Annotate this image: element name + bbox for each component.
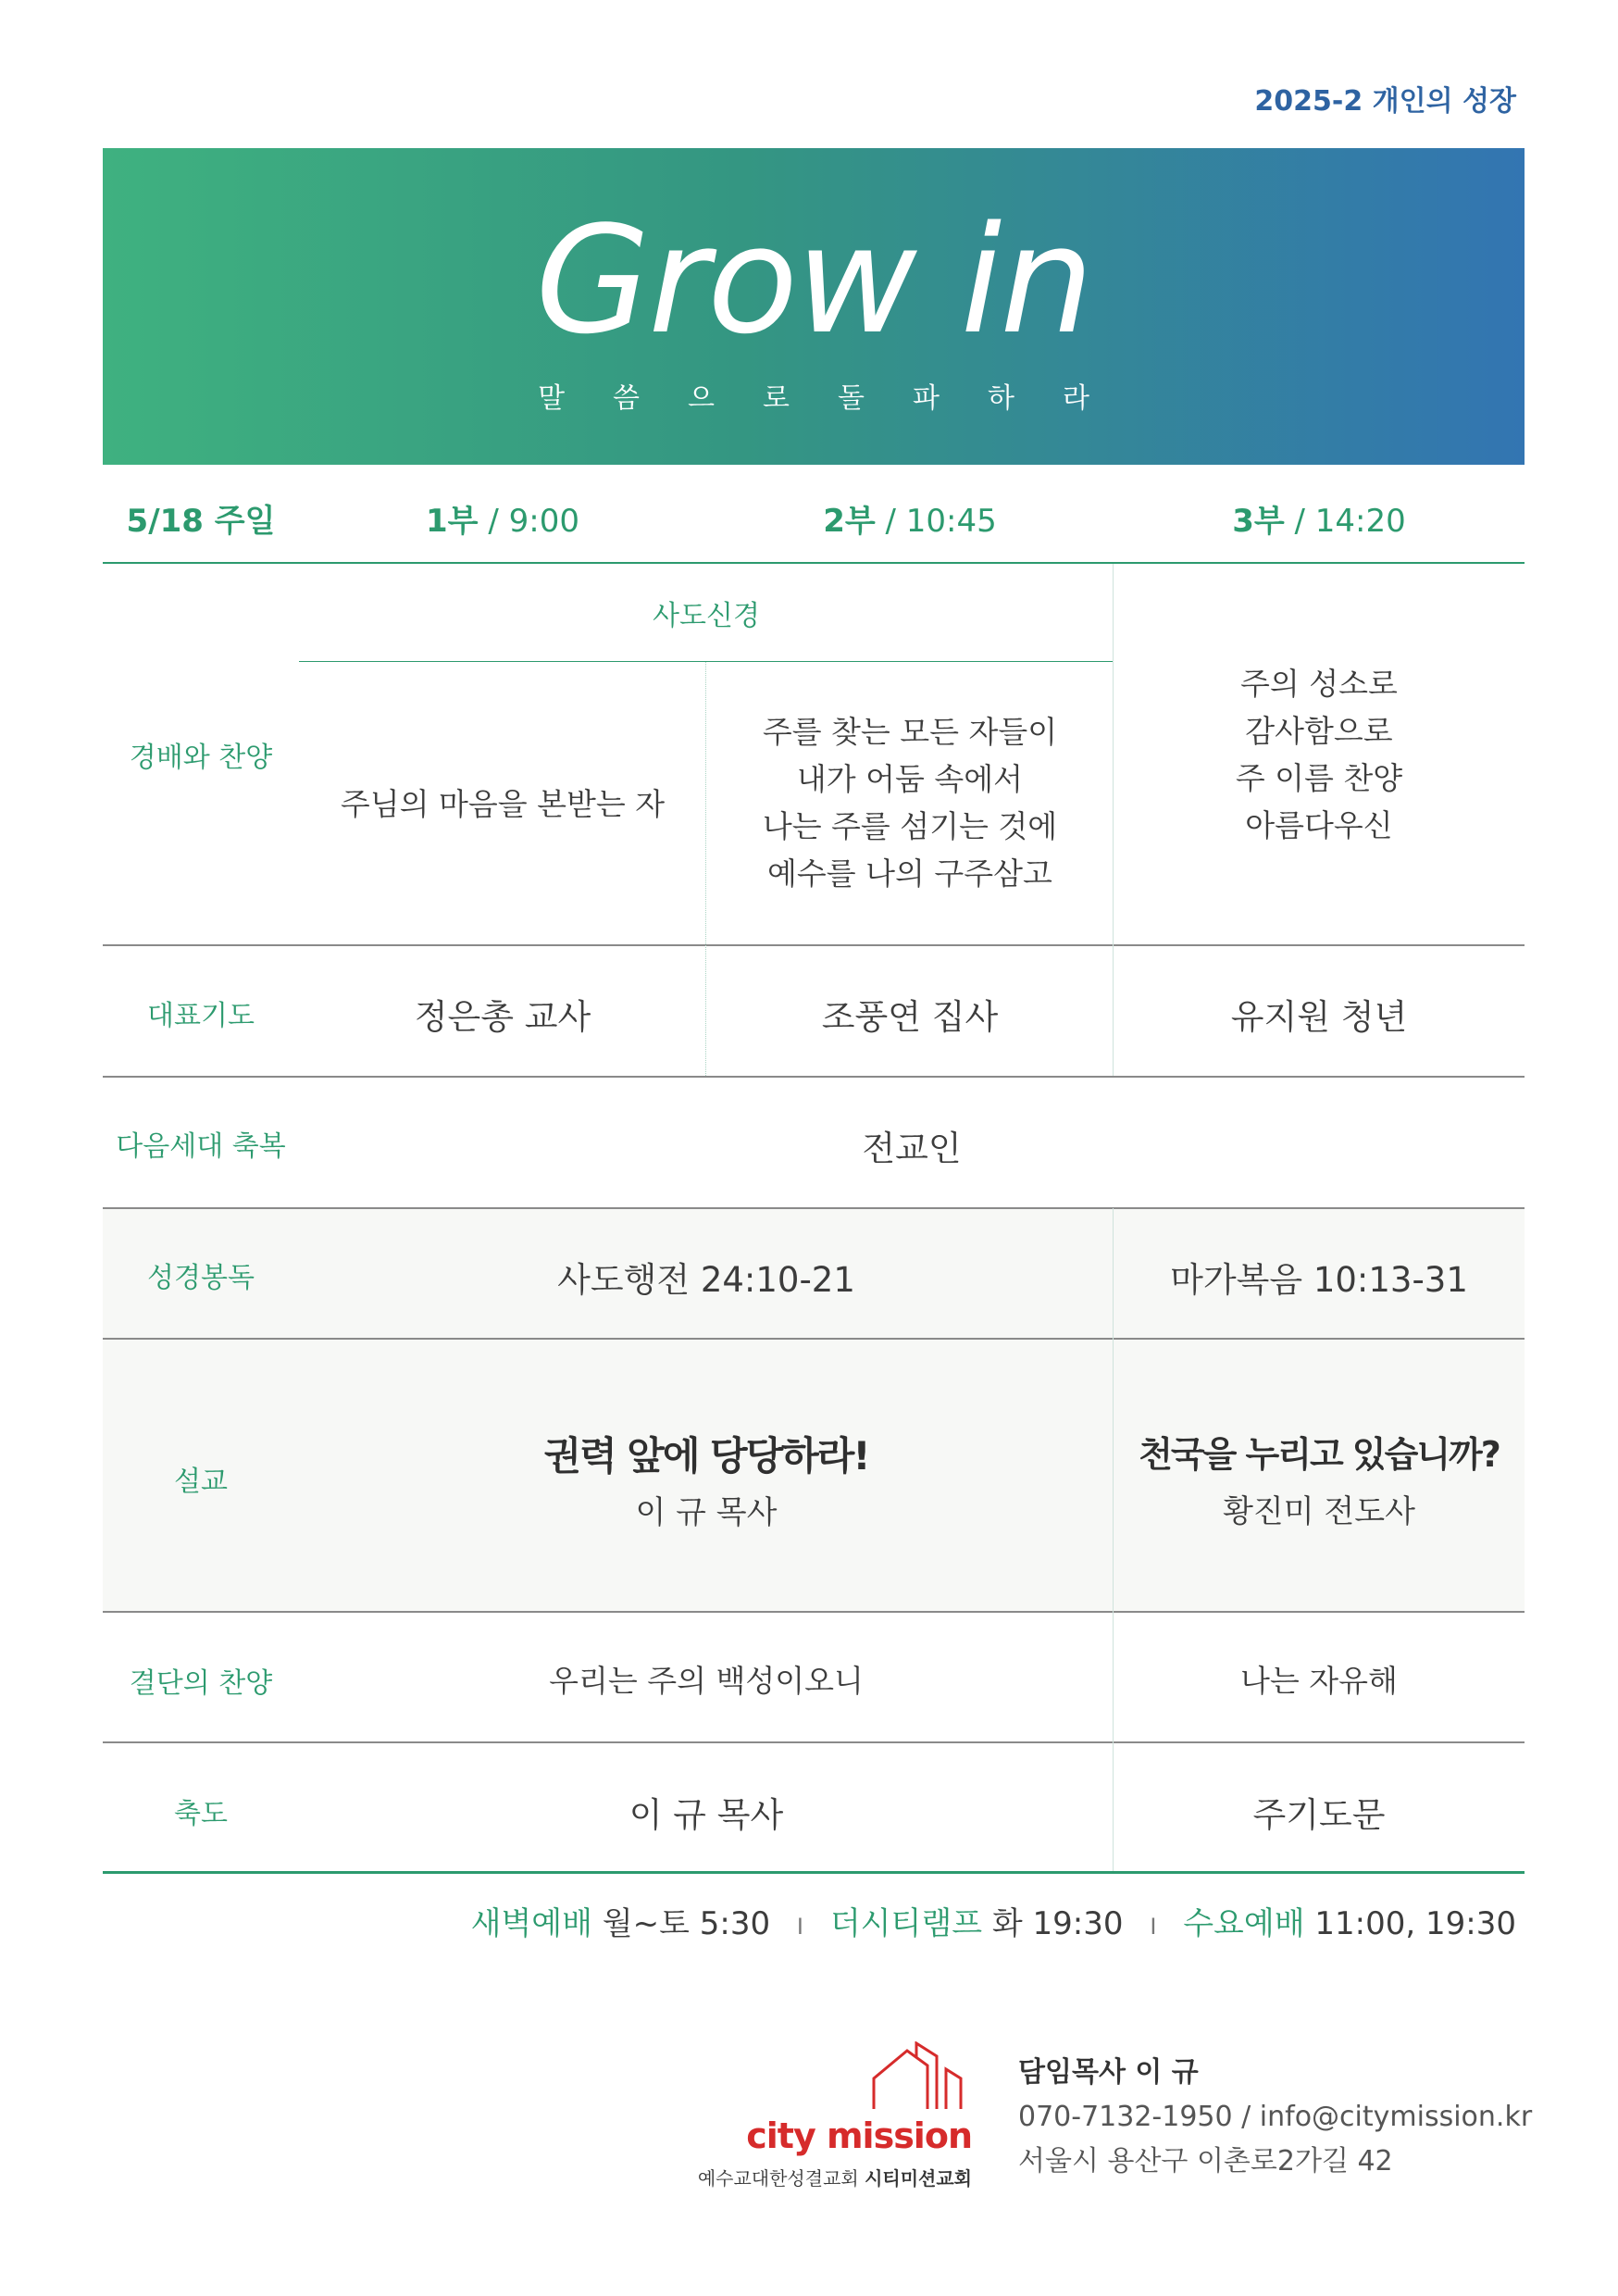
song: 주를 찾는 모든 자들이	[762, 714, 1058, 750]
sermon-title: 권력 앞에 당당하라!	[543, 1433, 869, 1479]
service-1-header: 1부 / 9:00	[426, 503, 579, 540]
prayer-1: 정은총 교사	[414, 997, 591, 1037]
divider	[103, 1611, 1525, 1613]
series-label: 2025-2 개인의 성장	[1254, 85, 1516, 118]
brand-name: city mission	[746, 2115, 972, 2156]
banner-subtitle: 말씀으로돌파하라	[538, 382, 1138, 415]
benediction-1-2: 이 규 목사	[629, 1795, 784, 1835]
label-response: 결단의 찬양	[129, 1667, 273, 1700]
response-3: 나는 자유해	[1240, 1663, 1398, 1699]
worship-songs-2	[706, 708, 1114, 897]
divider	[103, 1338, 1525, 1340]
divider	[103, 1871, 1525, 1874]
sermon-1-2	[299, 1426, 1114, 1532]
response-1-2: 우리는 주의 백성이오니	[549, 1663, 864, 1699]
sermon-preacher: 이 규 목사	[635, 1494, 778, 1531]
sermon-preacher: 황진미 전도사	[1223, 1493, 1415, 1530]
song: 나는 주를 섬기는 것에	[762, 808, 1058, 844]
benediction-3: 주기도문	[1252, 1795, 1386, 1835]
building-icon	[872, 2041, 965, 2111]
schedule-time: 월~토 5:30	[602, 1905, 771, 1942]
sermon-3	[1114, 1426, 1525, 1531]
title-banner	[103, 148, 1525, 465]
song: 주의 성소로	[1240, 666, 1398, 702]
senior-pastor: 담임목사 이 규	[1018, 2056, 1199, 2089]
divider	[299, 661, 1114, 662]
schedule-time: 화 19:30	[991, 1905, 1124, 1942]
label-reading: 성경봉독	[147, 1262, 255, 1294]
address: 서울시 용산구 이촌로2가길 42	[1018, 2145, 1393, 2177]
divider	[103, 562, 1525, 564]
song: 내가 어둠 속에서	[796, 761, 1024, 797]
schedule-name: 새벽예배	[470, 1905, 592, 1942]
divider	[103, 1076, 1525, 1078]
label-worship: 경배와 찬양	[129, 742, 273, 774]
service-date: 5/18 주일	[126, 503, 276, 540]
column-divider	[1113, 1208, 1114, 1871]
divider	[103, 1741, 1525, 1743]
schedule-separator: I	[796, 1914, 803, 1940]
church-name: 예수교대한성결교회 시티미션교회	[697, 2167, 972, 2190]
service-3-header: 3부 / 14:20	[1232, 503, 1406, 540]
divider	[103, 944, 1525, 946]
service-2-header: 2부 / 10:45	[823, 503, 997, 540]
schedule-name: 수요예배	[1183, 1905, 1305, 1942]
song: 감사함으로	[1245, 713, 1393, 749]
contact-line: 070-7132-1950 / info@citymission.kr	[1018, 2101, 1533, 2133]
label-benediction: 축도	[174, 1798, 228, 1830]
divider	[103, 1207, 1525, 1209]
prayer-2: 조풍연 집사	[821, 997, 999, 1037]
song: 아름다우신	[1245, 807, 1393, 843]
label-prayer: 대표기도	[147, 1000, 255, 1032]
schedule-separator: I	[1150, 1914, 1157, 1940]
label-sermon: 설교	[174, 1466, 228, 1498]
reading-3: 마가복음 10:13-31	[1170, 1260, 1468, 1300]
worship-song-1: 주님의 마음을 본받는 자	[340, 786, 666, 822]
label-blessing: 다음세대 축복	[116, 1130, 286, 1163]
creed: 사도신경	[653, 600, 760, 632]
contact-info	[1018, 2051, 1532, 2184]
reading-1-2: 사도행전 24:10-21	[557, 1260, 855, 1300]
church-logo	[657, 2041, 972, 2208]
blessing-all: 전교인	[862, 1129, 962, 1168]
weekly-schedule	[471, 1898, 1516, 1943]
sermon-title: 천국을 누리고 있습니까?	[1139, 1434, 1500, 1475]
song: 예수를 나의 구주삼고	[767, 855, 1052, 892]
song: 주 이름 찬양	[1235, 760, 1403, 796]
schedule-name: 더시티램프	[829, 1905, 983, 1942]
prayer-3: 유지원 청년	[1230, 997, 1408, 1037]
schedule-time: 11:00, 19:30	[1314, 1905, 1516, 1942]
banner-title: Grow in	[535, 193, 1092, 367]
worship-songs-3	[1114, 660, 1525, 849]
